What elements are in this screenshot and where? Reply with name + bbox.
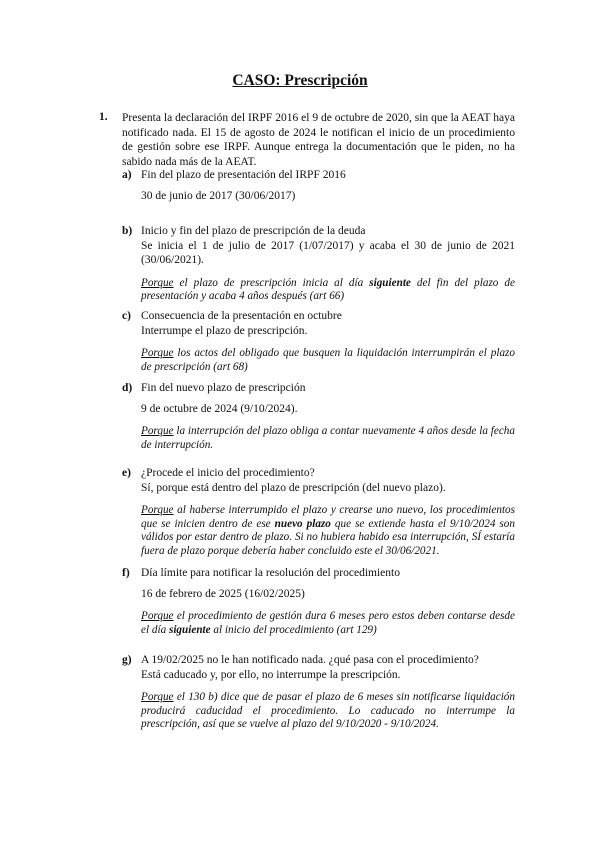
section-explanation: Porque los actos del obligado que busquen la liquidación interrumpirán el plazo de prescripción (art 68) (141, 347, 515, 373)
section-b (122, 224, 515, 304)
section-answer: 30 de junio de 2017 (30/06/2017) (141, 189, 296, 202)
section-letter: g) (122, 654, 132, 666)
why-label: Porque (141, 276, 174, 289)
section-answer: Interrumpe el plazo de prescripción. (141, 324, 308, 337)
why-label: Porque (141, 691, 174, 704)
section-heading: Consecuencia de la presentación en octubre (141, 310, 342, 322)
why-label: Porque (141, 425, 174, 438)
section-answer: 9 de octubre de 2024 (9/10/2024). (141, 402, 298, 415)
section-letter: c) (122, 310, 131, 322)
section-answer: 16 de febrero de 2025 (16/02/2025) (141, 587, 305, 600)
question-number: 1. (99, 111, 108, 123)
section-g (122, 653, 515, 732)
section-c (122, 309, 515, 374)
section-heading: Inicio y fin del plazo de prescripción de la deuda (141, 225, 366, 237)
section-answer: Sí, porque está dentro del plazo de prescripción (del nuevo plazo). (141, 481, 446, 494)
section-explanation: Porque la interrupción del plazo obliga a contar nuevamente 4 años desde la fecha de interrupción. (141, 425, 515, 451)
section-heading: Día límite para notificar la resolución del procedimiento (141, 567, 400, 579)
why-label: Porque (141, 504, 174, 517)
section-heading: ¿Procede el inicio del procedimiento? (141, 467, 315, 479)
why-label: Porque (141, 347, 174, 360)
question-text: Presenta la declaración del IRPF 2016 el 9 de octubre de 2020, sin que la AEAT haya notificado nada. El 15 de agosto de 2024 le notifican el inicio de un procedimiento de gestión sobre ese IRPF. Aunque entrega la documentación que le piden, no ha sabido nada más de la AEAT. (122, 112, 515, 168)
page-title: CASO: Prescripción (232, 72, 368, 89)
section-explanation: Porque el 130 b) dice que de pasar el plazo de 6 meses sin notificarse liquidación producirá caducidad el procedimiento. Lo caducado no interrumpe la prescripción, así que se vuelve al plazo del 9/10/2020 - 9/10/2024. (141, 691, 515, 731)
section-letter: d) (122, 382, 133, 394)
section-letter: f) (122, 567, 130, 579)
section-explanation: Porque el plazo de prescripción inicia al día siguiente del fin del plazo de presentación y acaba 4 años después (art 66) (141, 276, 515, 303)
section-e (122, 466, 515, 559)
section-letter: a) (122, 169, 132, 181)
section-explanation: Porque el procedimiento de gestión dura 6 meses pero estos deben contarse desde el día siguiente al inicio del procedimiento (art 129) (141, 610, 515, 636)
section-answer: Se inicia el 1 de julio de 2017 (1/07/2017) y acaba el 30 de junio de 2021 (30/06/2021). (141, 239, 515, 267)
section-letter: e) (122, 467, 131, 479)
section-d (122, 381, 515, 452)
section-heading: Fin del nuevo plazo de prescripción (141, 382, 306, 394)
emphasis: siguiente (168, 623, 211, 636)
section-a (122, 168, 515, 203)
emphasis: siguiente (369, 276, 411, 289)
section-answer: Está caducado y, por ello, no interrumpe la prescripción. (141, 668, 401, 681)
section-heading: Fin del plazo de presentación del IRPF 2016 (141, 169, 346, 181)
section-explanation: Porque al haberse interrumpido el plazo y crearse uno nuevo, los procedimientos que se inicien dentro de ese nuevo plazo que se extiende hasta el 9/10/2024 son válidos por estar dentro de plazo. Si no hubiera habido esa interrupción, SÍ estaría fuera de plazo porque debería haber concluido este el 30/06/2021. (141, 504, 515, 557)
why-label: Porque (141, 610, 174, 623)
emphasis: nuevo plazo (274, 517, 331, 530)
section-f (122, 566, 515, 637)
section-letter: b) (122, 225, 133, 237)
section-heading: A 19/02/2025 no le han notificado nada. ¿qué pasa con el procedimiento? (141, 654, 479, 666)
